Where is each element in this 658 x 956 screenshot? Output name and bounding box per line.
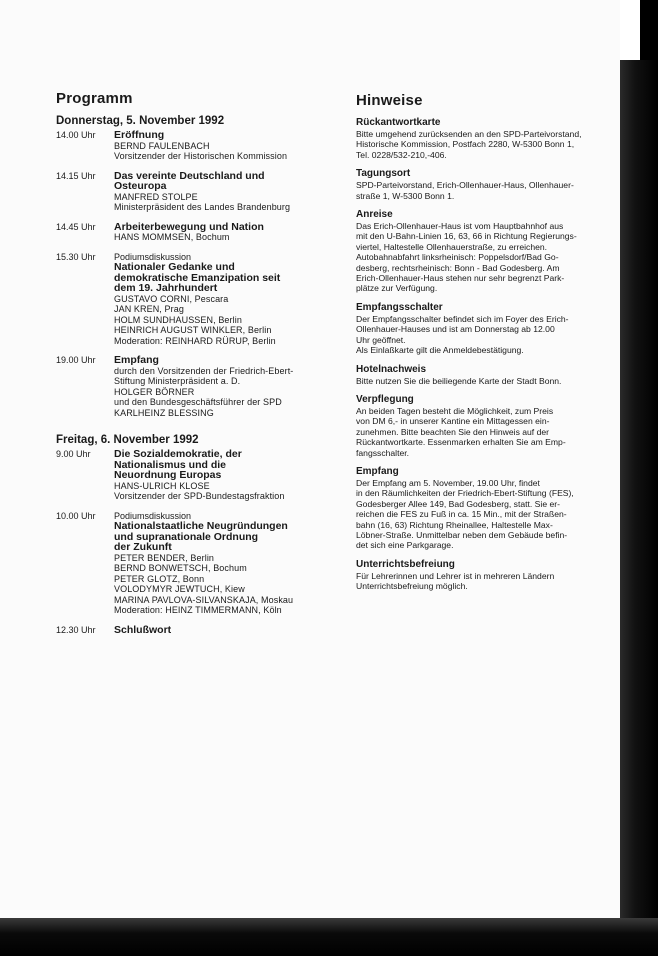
program-event	[56, 171, 324, 213]
event-detail: KARLHEINZ BLESSING	[114, 407, 214, 418]
event-detail: HANS MOMMSEN, Bochum	[114, 232, 230, 242]
event-time: 9.00 Uhr	[56, 449, 91, 459]
event-detail: Vorsitzender der Historischen Kommission	[114, 151, 288, 161]
event-title: Eröffnung	[114, 129, 165, 141]
section-text: Godesberger Allee 149, Bad Godesberg, statt. Sie er-	[356, 498, 560, 509]
event-title: Neuordnung Europas	[114, 469, 222, 481]
event-detail: BERND FAULENBACH	[114, 140, 210, 151]
section-text: Ollenhauer-Hauses und ist am Donnerstag ab 12.00	[356, 324, 555, 335]
section-text: fangsschalter.	[356, 447, 410, 458]
event-time: 14.45 Uhr	[56, 221, 96, 232]
event-detail: HOLGER BÖRNER	[114, 386, 195, 397]
info-section	[356, 302, 618, 356]
section-title: Empfangsschalter	[356, 301, 443, 313]
program-event	[56, 511, 324, 616]
event-time: 12.30 Uhr	[56, 624, 96, 635]
day2-heading: Freitag, 6. November 1992	[56, 434, 199, 446]
info-section	[356, 168, 618, 201]
event-detail: Moderation: REINHARD RÜRUP, Berlin	[114, 335, 276, 346]
event-detail: PETER BENDER, Berlin	[114, 552, 215, 563]
event-format: Podiumsdiskussion	[114, 510, 192, 521]
event-detail: VOLODYMYR JEWTUCH, Kiew	[114, 584, 245, 594]
section-text: Für Lehrerinnen und Lehrer ist in mehreren Ländern	[356, 570, 555, 581]
event-detail: Stiftung Ministerpräsident a. D.	[114, 376, 241, 386]
day1-events	[56, 130, 324, 418]
event-title: dem 19. Jahrhundert	[114, 282, 218, 294]
event-title: Die Sozialdemokratie, der	[114, 448, 242, 460]
section-text: reichen die FES zu Fuß in ca. 15 Min., mit der Straßen-	[356, 509, 567, 520]
section-title: Tagungsort	[356, 168, 411, 180]
section-title: Unterrichtsbefreiung	[356, 558, 455, 570]
section-text: bahn (16, 63) Richtung Rheinallee, Haltestelle Max-	[356, 519, 553, 530]
event-detail: MANFRED STOLPE	[114, 191, 198, 202]
section-text: in den Räumlichkeiten der Friedrich-Ebert-Stiftung (FES),	[356, 488, 574, 499]
section-title: Empfang	[356, 465, 399, 477]
section-text: Unterrichtsbefreiung möglich.	[356, 581, 468, 592]
section-text: mit den U-Bahn-Linien 16, 63, 66 in Richtung Regierungs-	[356, 231, 577, 242]
section-text: Tel. 0228/532-210,-406.	[356, 149, 447, 160]
programm-column	[56, 90, 324, 644]
section-title: Rückantwortkarte	[356, 117, 441, 128]
program-event	[56, 625, 324, 636]
event-detail: Moderation: HEINZ TIMMERMANN, Köln	[114, 605, 282, 615]
day1-heading: Donnerstag, 5. November 1992	[56, 115, 225, 127]
event-time: 14.15 Uhr	[56, 170, 96, 181]
hinweise-heading: Hinweise	[356, 92, 423, 109]
section-text: Autobahnabfahrt linksrheinisch: Poppelsdorf/Bad Go-	[356, 252, 559, 263]
event-title: der Zukunft	[114, 541, 172, 553]
event-detail: HANS-ULRICH KLOSE	[114, 480, 210, 491]
section-text: straße 1, W-5300 Bonn 1.	[356, 190, 455, 201]
event-time: 19.00 Uhr	[56, 355, 96, 365]
section-text: von DM 6,- in unserer Kantine ein Mittagessen ein-	[356, 416, 550, 427]
event-title: Nationalstaatliche Neugründungen	[114, 520, 288, 532]
event-detail: Ministerpräsident des Landes Brandenburg	[114, 202, 291, 212]
section-text: An beiden Tagen besteht die Möglichkeit, zum Preis	[356, 405, 554, 416]
section-title: Anreise	[356, 209, 393, 221]
info-section	[356, 466, 618, 551]
event-detail: Vorsitzender der SPD-Bundestagsfraktion	[114, 491, 285, 501]
section-text: Das Erich-Ollenhauer-Haus ist vom Hauptbahnhof aus	[356, 221, 564, 232]
program-event	[56, 449, 324, 502]
day2-events	[56, 449, 324, 635]
event-detail: JAN KREN, Prag	[114, 304, 184, 314]
event-time: 10.00 Uhr	[56, 510, 96, 521]
hinweise-sections	[356, 117, 618, 592]
section-text: Bitte umgehend zurücksenden an den SPD-Parteivorstand,	[356, 129, 582, 139]
info-section	[356, 394, 618, 458]
event-detail: und den Bundesgeschäftsführer der SPD	[114, 397, 282, 407]
section-text: zunehmen. Bitte beachten Sie den Hinweis auf der	[356, 426, 550, 437]
event-detail: MARINA PAVLOVA-SILVANSKAJA, Moskau	[114, 594, 294, 605]
section-title: Hotelnachweis	[356, 363, 427, 375]
info-section	[356, 559, 618, 592]
section-text: Der Empfangsschalter befindet sich im Foyer des Erich-	[356, 313, 569, 324]
section-text: Uhr geöffnet.	[356, 334, 406, 345]
event-time: 14.00 Uhr	[56, 130, 96, 140]
section-text: Der Empfang am 5. November, 19.00 Uhr, findet	[356, 477, 540, 488]
info-section	[356, 117, 618, 160]
section-text: Löbner-Straße. Unmittelbar neben dem Gebäude befin-	[356, 529, 568, 540]
event-title: Schlußwort	[114, 623, 172, 636]
section-text: det sich eine Parkgarage.	[356, 540, 454, 551]
section-text: Historische Kommission, Postfach 2280, W-5300 Bonn 1,	[356, 139, 575, 150]
info-section	[356, 364, 618, 386]
scan-border-right	[620, 60, 658, 956]
programm-heading: Programm	[56, 90, 133, 107]
event-title: Arbeiterbewegung und Nation	[114, 220, 264, 233]
event-title: demokratische Emanzipation seit	[114, 271, 281, 284]
program-event	[56, 130, 324, 162]
program-event	[56, 252, 324, 347]
info-section	[356, 209, 618, 294]
event-detail: durch den Vorsitzenden der Friedrich-Ebert-	[114, 365, 294, 376]
section-text: Erich-Ollenhauer-Haus stehen nur sehr begrenzt Park-	[356, 273, 565, 284]
section-text: SPD-Parteivorstand, Erich-Ollenhauer-Haus, Ollenhauer-	[356, 180, 574, 191]
event-title: Nationalismus und die	[114, 458, 227, 471]
event-title: Empfang	[114, 354, 159, 366]
section-text: viertel, Haltestelle Ollenhauerstraße, zu erreichen.	[356, 241, 548, 252]
event-detail: HEINRICH AUGUST WINKLER, Berlin	[114, 325, 272, 335]
section-text: Als Einlaßkarte gilt die Anmeldebestätigung.	[356, 345, 524, 356]
event-time: 15.30 Uhr	[56, 251, 96, 262]
section-text: plätze zur Verfügung.	[356, 283, 438, 294]
section-text: Rückantwortkarte. Essenmarken erhalten Sie am Emp-	[356, 437, 566, 448]
event-title: und supranationale Ordnung	[114, 530, 259, 543]
event-title: Osteuropa	[114, 180, 167, 192]
event-format: Podiumsdiskussion	[114, 251, 192, 262]
event-detail: BERND BONWETSCH, Bochum	[114, 563, 247, 573]
section-text: desberg, rechtsrheinisch: Bonn - Bad Godesberg. Am	[356, 262, 560, 273]
event-detail: GUSTAVO CORNI, Pescara	[114, 293, 229, 304]
event-detail: PETER GLOTZ, Bonn	[114, 573, 205, 584]
section-text: Bitte nutzen Sie die beiliegende Karte der Stadt Bonn.	[356, 375, 562, 386]
program-event	[56, 355, 324, 418]
event-title: Nationaler Gedanke und	[114, 261, 235, 273]
event-title: Das vereinte Deutschland und	[114, 169, 265, 182]
program-event	[56, 222, 324, 243]
hinweise-column	[356, 92, 618, 600]
scan-border-bottom	[0, 918, 658, 956]
section-title: Verpflegung	[356, 393, 414, 405]
event-detail: HOLM SUNDHAUSSEN, Berlin	[114, 314, 242, 325]
